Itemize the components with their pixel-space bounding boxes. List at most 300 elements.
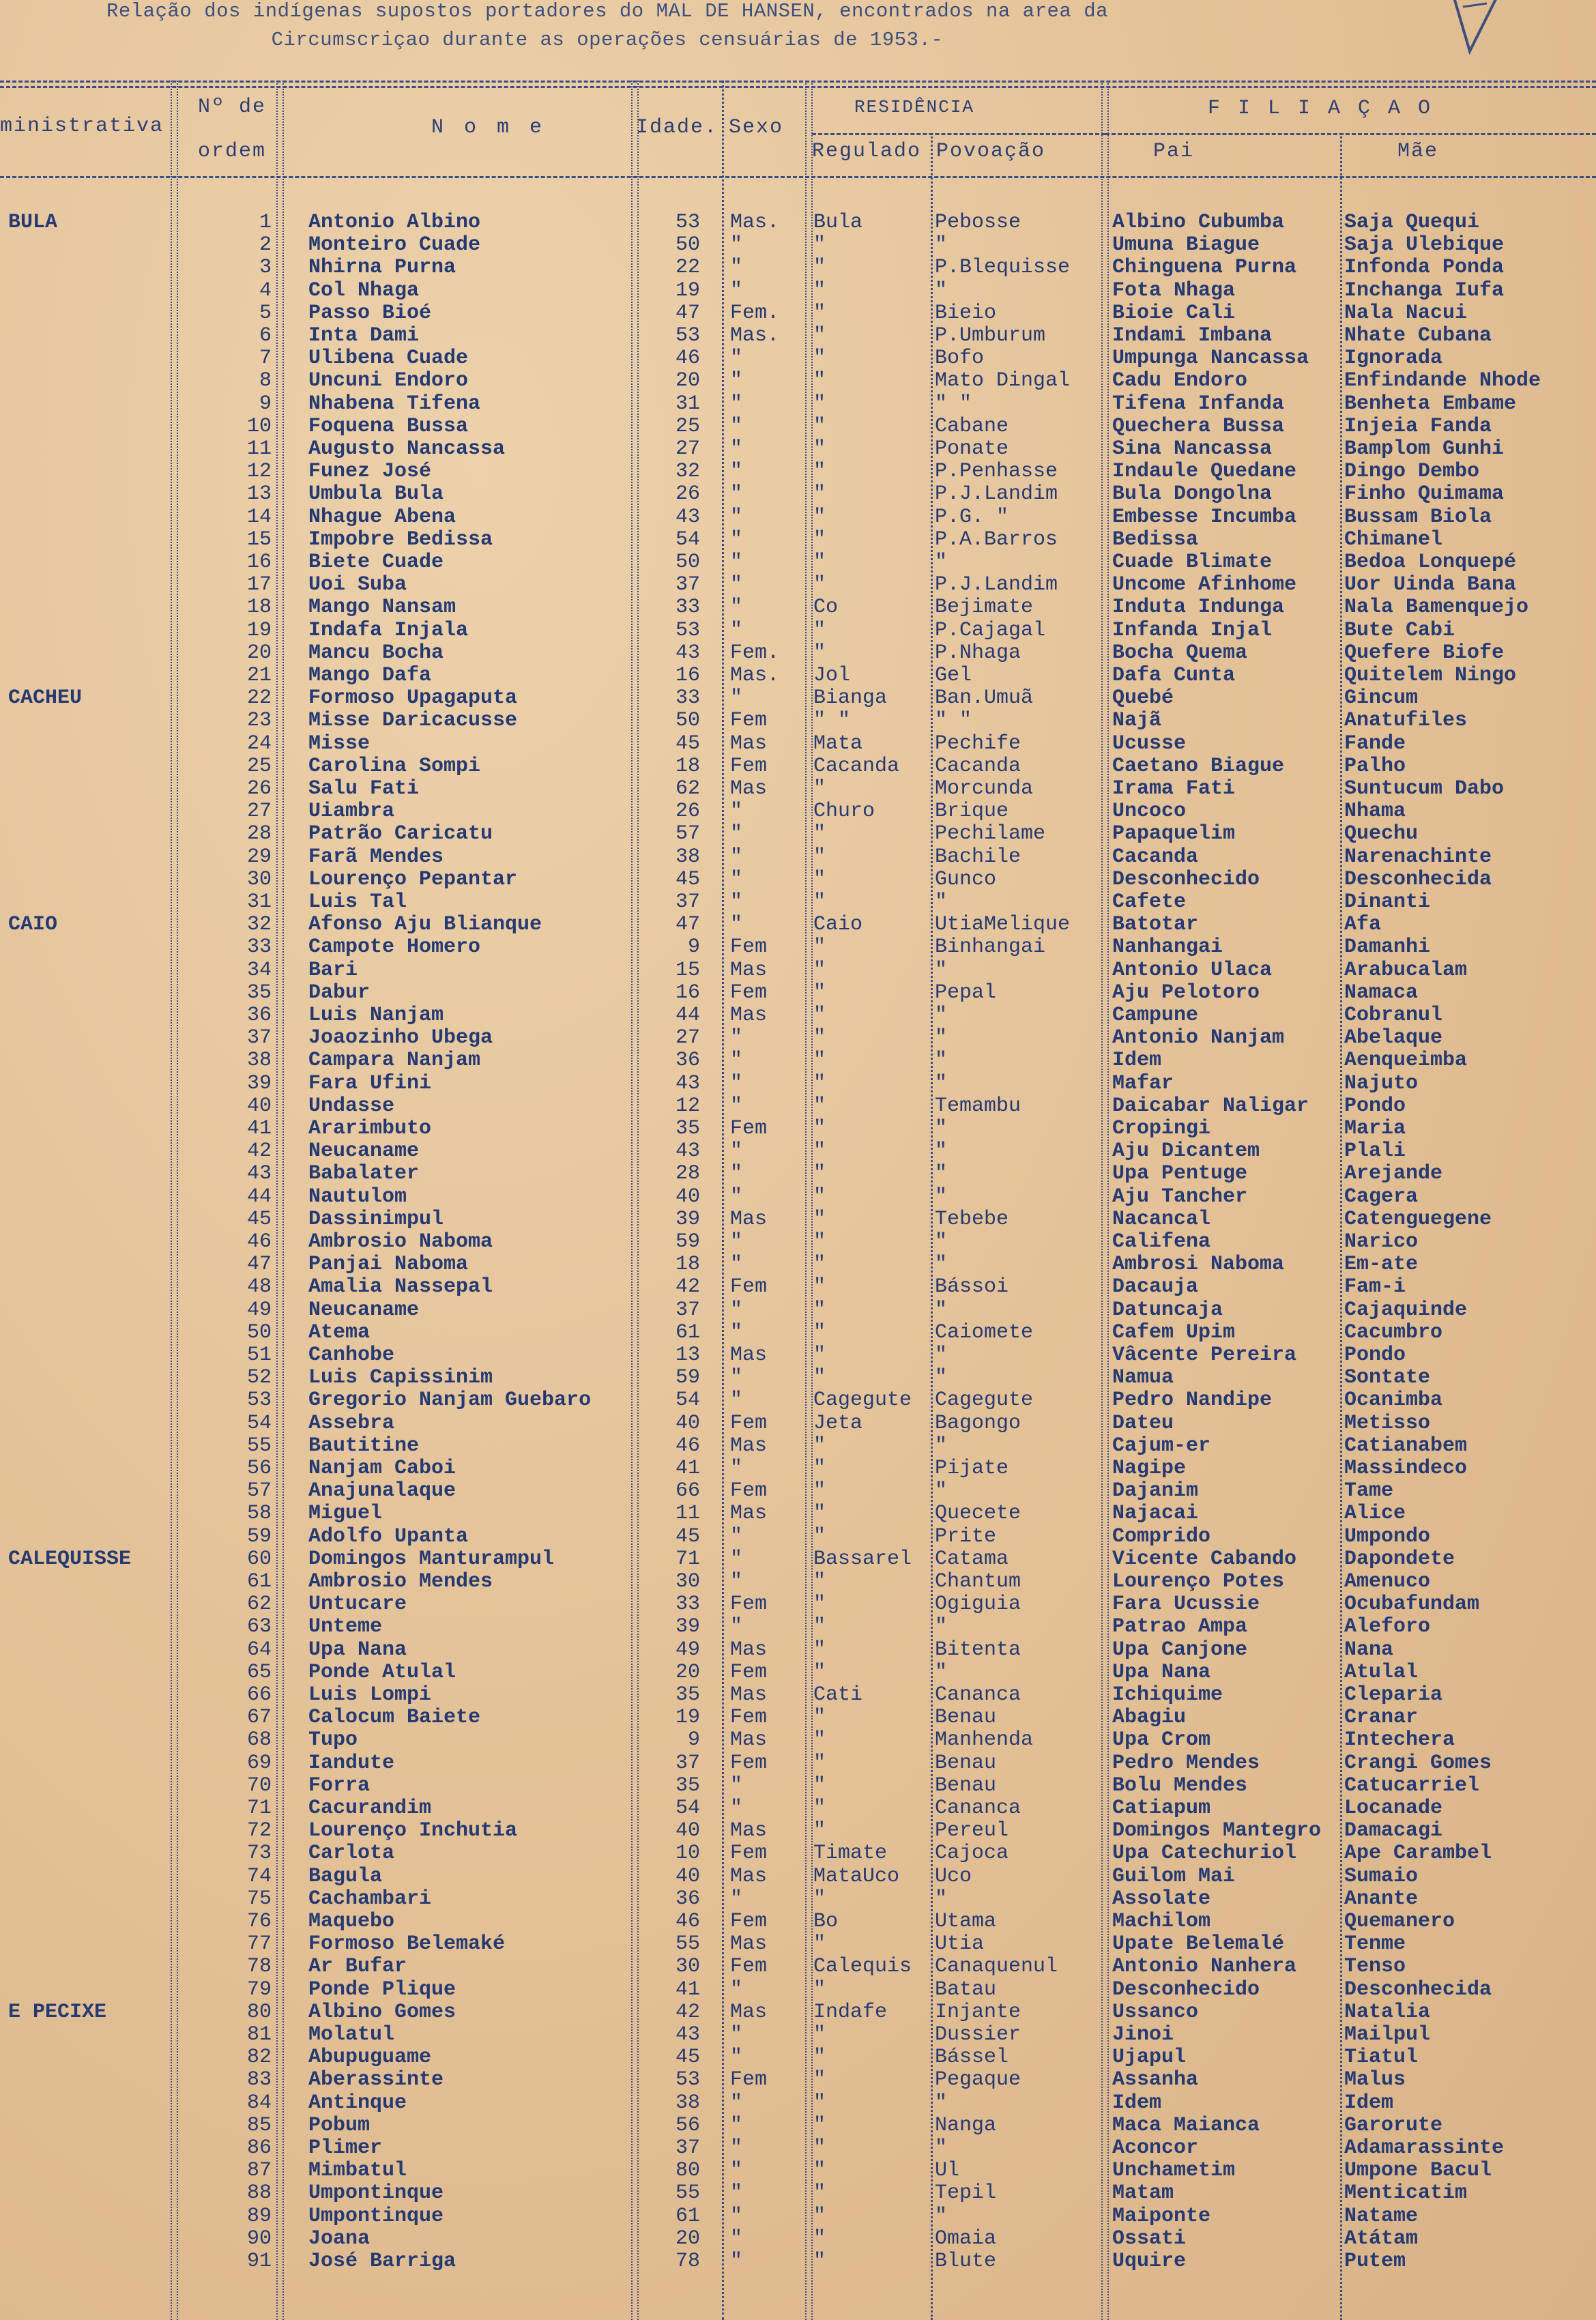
cell-idade: 27 xyxy=(675,438,700,461)
cell-nome: Misse Daricacusse xyxy=(308,710,518,733)
cell-reg: " xyxy=(813,1638,826,1662)
cell-pov: " xyxy=(935,1299,948,1322)
cell-n: 82 xyxy=(246,2046,272,2070)
cell-reg: " xyxy=(813,1616,826,1639)
cell-mae: Cranar xyxy=(1344,1707,1419,1730)
table-row xyxy=(0,1458,1596,1480)
cell-mae: Garorute xyxy=(1344,2114,1443,2137)
cell-nome: Formoso Upagaputa xyxy=(308,687,518,710)
table-row xyxy=(0,1571,1596,1593)
cell-mae: Benheta Embame xyxy=(1344,392,1517,416)
cell-mae: Desconhecida xyxy=(1344,1978,1492,2001)
cell-pov: " xyxy=(935,1072,948,1095)
cell-pov: UtiaMelique xyxy=(935,914,1071,937)
cell-pov: " xyxy=(935,1118,948,1140)
cell-reg: " xyxy=(813,1820,826,1843)
cell-sexo: Fem xyxy=(730,1276,768,1299)
cell-mae: Metisso xyxy=(1344,1412,1431,1435)
cell-reg: " xyxy=(813,1004,826,1027)
cell-idade: 50 xyxy=(675,551,700,574)
table-top-border xyxy=(0,81,1596,83)
cell-sexo: Mas xyxy=(730,778,768,800)
cell-reg: " xyxy=(813,1887,826,1911)
cell-pov: Bofo xyxy=(935,347,985,371)
cell-idade: 30 xyxy=(675,1571,700,1593)
cell-nome: Forra xyxy=(308,1774,371,1797)
cell-pov: Gel xyxy=(935,665,972,687)
table-row xyxy=(0,529,1596,551)
cell-pov: Bieio xyxy=(935,302,997,325)
cell-reg: " xyxy=(813,2227,826,2250)
cell-nome: Uncuni Endoro xyxy=(308,370,469,393)
cell-idade: 38 xyxy=(675,845,700,869)
cell-reg: Bo xyxy=(813,1911,839,1933)
cell-reg: Bassarel xyxy=(813,1548,912,1571)
cell-pov: P.Umburum xyxy=(935,325,1046,347)
cell-pov: Benau xyxy=(935,1707,997,1730)
table-row xyxy=(0,2137,1596,2160)
cell-sexo: " xyxy=(730,1027,743,1050)
cell-sexo: Mas xyxy=(730,1208,768,1231)
cell-mae: Plali xyxy=(1344,1140,1406,1163)
cell-nome: Panjai Naboma xyxy=(308,1253,469,1277)
table-row xyxy=(0,1435,1596,1458)
cell-pov: Ul xyxy=(935,2160,960,2183)
cell-pov: P.Blequisse xyxy=(935,257,1071,280)
cell-pov: " xyxy=(935,1344,948,1367)
table-row xyxy=(0,1412,1596,1435)
cell-reg: " xyxy=(813,1593,826,1616)
cell-sexo: Fem. xyxy=(730,302,780,325)
cell-pov: P.A.Barros xyxy=(935,528,1058,551)
cell-reg: " xyxy=(813,778,826,800)
cell-pov: " " xyxy=(935,710,972,733)
cell-n: 1 xyxy=(259,212,272,234)
cell-mae: Finho Quimama xyxy=(1344,483,1505,506)
cell-idade: 43 xyxy=(675,2024,700,2046)
cell-sexo: Fem xyxy=(730,1842,768,1866)
table-row xyxy=(0,1797,1596,1820)
cell-n: 2 xyxy=(259,234,272,257)
cell-reg: Caio xyxy=(813,914,863,937)
cell-n: 55 xyxy=(246,1434,272,1458)
cell-pov: Cacanda xyxy=(935,755,1021,778)
cell-mae: Cleparia xyxy=(1344,1684,1443,1707)
cell-pai: Fota Nhaga xyxy=(1112,279,1236,302)
cell-n: 24 xyxy=(246,732,272,755)
cell-sexo: Fem xyxy=(730,1707,768,1730)
cell-nome: Cachambari xyxy=(308,1887,432,1911)
cell-n: 72 xyxy=(246,1820,272,1843)
cell-n: 91 xyxy=(246,2250,272,2273)
table-row xyxy=(0,982,1596,1004)
cell-mae: Amenuco xyxy=(1344,1571,1431,1593)
cell-reg: " xyxy=(813,257,826,280)
cell-nome: Ulibena Cuade xyxy=(308,347,469,371)
cell-sexo: Fem xyxy=(730,1752,768,1775)
cell-sexo: " xyxy=(730,619,743,642)
cell-reg: " xyxy=(813,1140,826,1163)
cell-sexo: " xyxy=(730,257,743,280)
cell-pov: Bagongo xyxy=(935,1412,1021,1435)
cell-reg: " xyxy=(813,1231,826,1253)
cell-sexo: " xyxy=(730,392,743,416)
cell-idade: 43 xyxy=(675,1140,700,1163)
cell-idade: 35 xyxy=(675,1774,700,1797)
cell-idade: 56 xyxy=(675,2114,700,2137)
cell-mae: Afa xyxy=(1344,914,1382,937)
cell-idade: 19 xyxy=(675,1707,700,1730)
cell-pov: " xyxy=(935,1185,948,1208)
table-row xyxy=(0,1208,1596,1231)
cell-n: 50 xyxy=(246,1321,272,1344)
cell-nome: Maquebo xyxy=(308,1911,395,1933)
cell-idade: 20 xyxy=(675,1661,700,1684)
cell-idade: 12 xyxy=(675,1094,700,1118)
cell-region: E PECIXE xyxy=(8,2001,107,2024)
cell-n: 85 xyxy=(246,2114,272,2137)
cell-sexo: " xyxy=(730,370,743,393)
cell-reg: " xyxy=(813,936,826,959)
cell-sexo: " xyxy=(730,506,743,529)
cell-reg: " xyxy=(813,1434,826,1458)
cell-idade: 18 xyxy=(675,755,700,778)
cell-sexo: Mas xyxy=(730,1004,768,1027)
cell-nome: Joaozinho Ubega xyxy=(308,1027,493,1050)
cell-n: 9 xyxy=(259,392,272,416)
cell-mae: Nhate Cubana xyxy=(1344,325,1492,347)
cell-nome: Ararimbuto xyxy=(308,1118,432,1140)
table-row xyxy=(0,1299,1596,1322)
cell-idade: 54 xyxy=(675,1797,700,1820)
cell-n: 62 xyxy=(246,1593,272,1616)
cell-n: 47 xyxy=(246,1253,272,1277)
cell-pov: Quecete xyxy=(935,1503,1021,1526)
cell-idade: 59 xyxy=(675,1231,700,1253)
cell-pai: Datuncaja xyxy=(1112,1299,1223,1322)
cell-pov: Pegaque xyxy=(935,2069,1021,2092)
cell-mae: Chimanel xyxy=(1344,528,1443,551)
header-filiacao: F I L I A Ç A O xyxy=(1208,97,1434,120)
cell-pai: Batotar xyxy=(1112,914,1199,937)
cell-n: 56 xyxy=(246,1458,272,1480)
cell-pov: Utia xyxy=(935,1933,985,1956)
cell-nome: Afonso Aju Blianque xyxy=(308,914,542,937)
cell-mae: Palho xyxy=(1344,755,1406,778)
cell-n: 39 xyxy=(246,1072,272,1095)
table-row xyxy=(0,234,1596,257)
table-row xyxy=(0,1911,1596,1933)
cell-pai: Campune xyxy=(1112,1004,1199,1027)
cell-region: BULA xyxy=(8,212,58,234)
table-row xyxy=(0,2205,1596,2228)
cell-pov: " xyxy=(935,1253,948,1277)
table-row xyxy=(0,1322,1596,1344)
cell-reg: " xyxy=(813,551,826,574)
cell-sexo: Fem xyxy=(730,2069,768,2092)
cell-mae: Catenguegene xyxy=(1344,1208,1492,1231)
cell-nome: Dassinimpul xyxy=(308,1208,444,1231)
cell-n: 41 xyxy=(246,1118,272,1140)
cell-reg: " xyxy=(813,1367,826,1390)
handwritten-mark-icon xyxy=(1439,0,1514,61)
cell-n: 7 xyxy=(259,347,272,371)
cell-idade: 20 xyxy=(675,370,700,393)
cell-reg: " xyxy=(813,845,826,869)
cell-mae: Nala Bamenquejo xyxy=(1344,596,1529,620)
table-row xyxy=(0,483,1596,506)
cell-sexo: Fem xyxy=(730,1480,768,1503)
cell-nome: Joana xyxy=(308,2227,371,2250)
cell-n: 22 xyxy=(246,687,272,710)
cell-idade: 27 xyxy=(675,1027,700,1050)
cell-nome: Impobre Bedissa xyxy=(308,528,493,551)
cell-pov: Bachile xyxy=(935,845,1021,869)
cell-mae: Narico xyxy=(1344,1231,1419,1253)
cell-n: 87 xyxy=(246,2160,272,2183)
cell-n: 11 xyxy=(246,438,272,461)
cell-pai: Indami Imbana xyxy=(1112,325,1273,347)
cell-nome: Plimer xyxy=(308,2137,383,2160)
cell-pov: Ogiguia xyxy=(935,1593,1021,1616)
cell-nome: Neucaname xyxy=(308,1299,420,1322)
cell-idade: 35 xyxy=(675,1118,700,1140)
cell-mae: Atátam xyxy=(1344,2227,1419,2250)
cell-nome: Bagula xyxy=(308,1865,383,1888)
cell-pov: Pechife xyxy=(935,732,1021,755)
cell-reg: " xyxy=(813,823,826,846)
cell-n: 27 xyxy=(246,800,272,824)
table-row xyxy=(0,2092,1596,2115)
table-row xyxy=(0,438,1596,461)
cell-mae: Intechera xyxy=(1344,1729,1455,1752)
table-row xyxy=(0,2228,1596,2250)
cell-pai: Vâcente Pereira xyxy=(1112,1344,1297,1367)
cell-reg: " xyxy=(813,1661,826,1684)
table-row xyxy=(0,2001,1596,2024)
cell-reg: " xyxy=(813,2137,826,2160)
cell-idade: 53 xyxy=(675,2069,700,2092)
cell-reg: " xyxy=(813,641,826,665)
cell-pov: " xyxy=(935,1004,948,1027)
table-row xyxy=(0,620,1596,642)
table-row xyxy=(0,325,1596,347)
cell-nome: Fara Ufini xyxy=(308,1072,432,1095)
cell-idade: 50 xyxy=(675,234,700,257)
cell-pai: Dacauja xyxy=(1112,1276,1199,1299)
cell-pov: P.J.Landim xyxy=(935,574,1058,597)
cell-reg: " xyxy=(813,2205,826,2228)
cell-pov: Omaia xyxy=(935,2227,997,2250)
cell-nome: Bari xyxy=(308,959,358,982)
cell-nome: Unteme xyxy=(308,1616,383,1639)
cell-pov: " xyxy=(935,1027,948,1050)
table-row xyxy=(0,914,1596,936)
cell-n: 35 xyxy=(246,981,272,1004)
cell-nome: Indafa Injala xyxy=(308,619,469,642)
cell-sexo: " xyxy=(730,1797,743,1820)
cell-sexo: " xyxy=(730,800,743,824)
cell-idade: 36 xyxy=(675,1887,700,1911)
cell-n: 74 xyxy=(246,1865,272,1888)
cell-pov: Ponate xyxy=(935,438,1009,461)
cell-pov: " xyxy=(935,279,948,302)
table-row xyxy=(0,1231,1596,1253)
cell-pov: Cananca xyxy=(935,1797,1021,1820)
cell-pov: Blute xyxy=(935,2250,997,2273)
cell-pov: Benau xyxy=(935,1774,997,1797)
cell-n: 21 xyxy=(246,665,272,687)
table-row xyxy=(0,823,1596,845)
cell-reg: " xyxy=(813,1525,826,1548)
cell-mae: Aenqueimba xyxy=(1344,1049,1468,1073)
cell-pai: Bolu Mendes xyxy=(1112,1774,1248,1797)
cell-n: 12 xyxy=(246,461,272,484)
cell-pai: Antonio Nanjam xyxy=(1112,1027,1285,1050)
cell-mae: Menticatim xyxy=(1344,2182,1468,2205)
table-row xyxy=(0,1118,1596,1140)
cell-pov: Mato Dingal xyxy=(935,370,1071,393)
cell-n: 3 xyxy=(259,257,272,280)
table-row xyxy=(0,1367,1596,1389)
cell-mae: Nala Nacui xyxy=(1344,302,1468,325)
cell-sexo: " xyxy=(730,891,743,914)
cell-mae: Umpondo xyxy=(1344,1525,1431,1548)
cell-mae: Em-ate xyxy=(1344,1253,1419,1277)
cell-sexo: " xyxy=(730,868,743,891)
table-row xyxy=(0,642,1596,665)
cell-n: 8 xyxy=(259,370,272,393)
table-row xyxy=(0,1073,1596,1095)
cell-n: 58 xyxy=(246,1503,272,1526)
cell-mae: Arejande xyxy=(1344,1163,1443,1186)
table-row xyxy=(0,1684,1596,1707)
cell-sexo: " xyxy=(730,574,743,597)
cell-pov: " xyxy=(935,1049,948,1073)
cell-idade: 45 xyxy=(675,732,700,755)
cell-idade: 55 xyxy=(675,2182,700,2205)
cell-idade: 13 xyxy=(675,1344,700,1367)
cell-mae: Natalia xyxy=(1344,2001,1431,2024)
table-row xyxy=(0,1344,1596,1367)
cell-nome: Nhague Abena xyxy=(308,506,456,529)
cell-reg: " xyxy=(813,1321,826,1344)
cell-mae: Bamplom Gunhi xyxy=(1344,438,1505,461)
table-row xyxy=(0,1253,1596,1276)
cell-mae: Tiatul xyxy=(1344,2046,1419,2070)
cell-idade: 28 xyxy=(675,1163,700,1186)
table-row xyxy=(0,574,1596,596)
cell-mae: Quitelem Ningo xyxy=(1344,665,1517,687)
table-row xyxy=(0,1027,1596,1049)
cell-sexo: " xyxy=(730,438,743,461)
cell-n: 29 xyxy=(246,845,272,869)
cell-mae: Bedoa Lonquepé xyxy=(1344,551,1517,574)
cell-mae: Uor Uinda Bana xyxy=(1344,574,1517,597)
cell-reg: " xyxy=(813,1480,826,1503)
cell-nome: Ambrosio Naboma xyxy=(308,1231,493,1253)
cell-idade: 35 xyxy=(675,1684,700,1707)
cell-idade: 47 xyxy=(675,302,700,325)
cell-sexo: " xyxy=(730,1367,743,1390)
cell-pai: Embesse Incumba xyxy=(1112,506,1297,529)
cell-sexo: " xyxy=(730,483,743,506)
cell-reg: " xyxy=(813,2046,826,2070)
cell-idade: 11 xyxy=(675,1503,700,1526)
cell-pov: Temambu xyxy=(935,1094,1021,1118)
cell-idade: 53 xyxy=(675,619,700,642)
cell-n: 49 xyxy=(246,1299,272,1322)
cell-pov: Injante xyxy=(935,2001,1021,2024)
cell-pov: " xyxy=(935,1887,948,1911)
cell-pov: Catama xyxy=(935,1548,1009,1571)
table-row xyxy=(0,1752,1596,1775)
cell-n: 20 xyxy=(246,641,272,665)
cell-idade: 16 xyxy=(675,665,700,687)
cell-pov: " xyxy=(935,891,948,914)
cell-nome: Antonio Albino xyxy=(308,212,481,234)
table-row xyxy=(0,506,1596,529)
cell-idade: 53 xyxy=(675,325,700,347)
cell-pai: Daicabar Naligar xyxy=(1112,1094,1309,1118)
cell-reg: " xyxy=(813,1978,826,2001)
cell-idade: 40 xyxy=(675,1185,700,1208)
cell-nome: Luis Tal xyxy=(308,891,407,914)
cell-sexo: " xyxy=(730,1571,743,1593)
cell-pov: Caiomete xyxy=(935,1321,1034,1344)
table-row xyxy=(0,302,1596,325)
cell-reg: Jol xyxy=(813,665,851,687)
cell-region: CAIO xyxy=(8,914,58,937)
cell-idade: 71 xyxy=(675,1548,700,1571)
cell-pai: Dafa Cunta xyxy=(1112,665,1236,687)
table-row xyxy=(0,2250,1596,2273)
cell-n: 86 xyxy=(246,2137,272,2160)
cell-nome: Nhirna Purna xyxy=(308,257,456,280)
cell-n: 51 xyxy=(246,1344,272,1367)
table-header-bottom-border xyxy=(0,176,1596,178)
cell-idade: 40 xyxy=(675,1820,700,1843)
cell-pai: Mafar xyxy=(1112,1072,1174,1095)
cell-n: 15 xyxy=(246,528,272,551)
cell-n: 19 xyxy=(246,619,272,642)
table-row xyxy=(0,1389,1596,1412)
table-row xyxy=(0,1707,1596,1729)
cell-nome: Calocum Baiete xyxy=(308,1707,481,1730)
cell-nome: Salu Fati xyxy=(308,778,420,800)
cell-pai: Ussanco xyxy=(1112,2001,1199,2024)
cell-n: 45 xyxy=(246,1208,272,1231)
cell-reg: " xyxy=(813,981,826,1004)
cell-idade: 45 xyxy=(675,2046,700,2070)
cell-n: 89 xyxy=(246,2205,272,2228)
cell-sexo: " xyxy=(730,1072,743,1095)
cell-mae: Damacagi xyxy=(1344,1820,1443,1843)
cell-idade: 36 xyxy=(675,1049,700,1073)
table-row xyxy=(0,1593,1596,1616)
cell-n: 46 xyxy=(246,1231,272,1253)
cell-n: 17 xyxy=(246,574,272,597)
cell-sexo: " xyxy=(730,461,743,484)
cell-pai: Nanhangai xyxy=(1112,936,1223,959)
cell-idade: 45 xyxy=(675,1525,700,1548)
cell-sexo: " xyxy=(730,2024,743,2046)
cell-pai: Desconhecido xyxy=(1112,868,1260,891)
cell-idade: 54 xyxy=(675,1389,700,1412)
cell-idade: 9 xyxy=(687,936,700,959)
cell-nome: Ponde Plique xyxy=(308,1978,456,2001)
cell-pai: Quechera Bussa xyxy=(1112,415,1285,438)
